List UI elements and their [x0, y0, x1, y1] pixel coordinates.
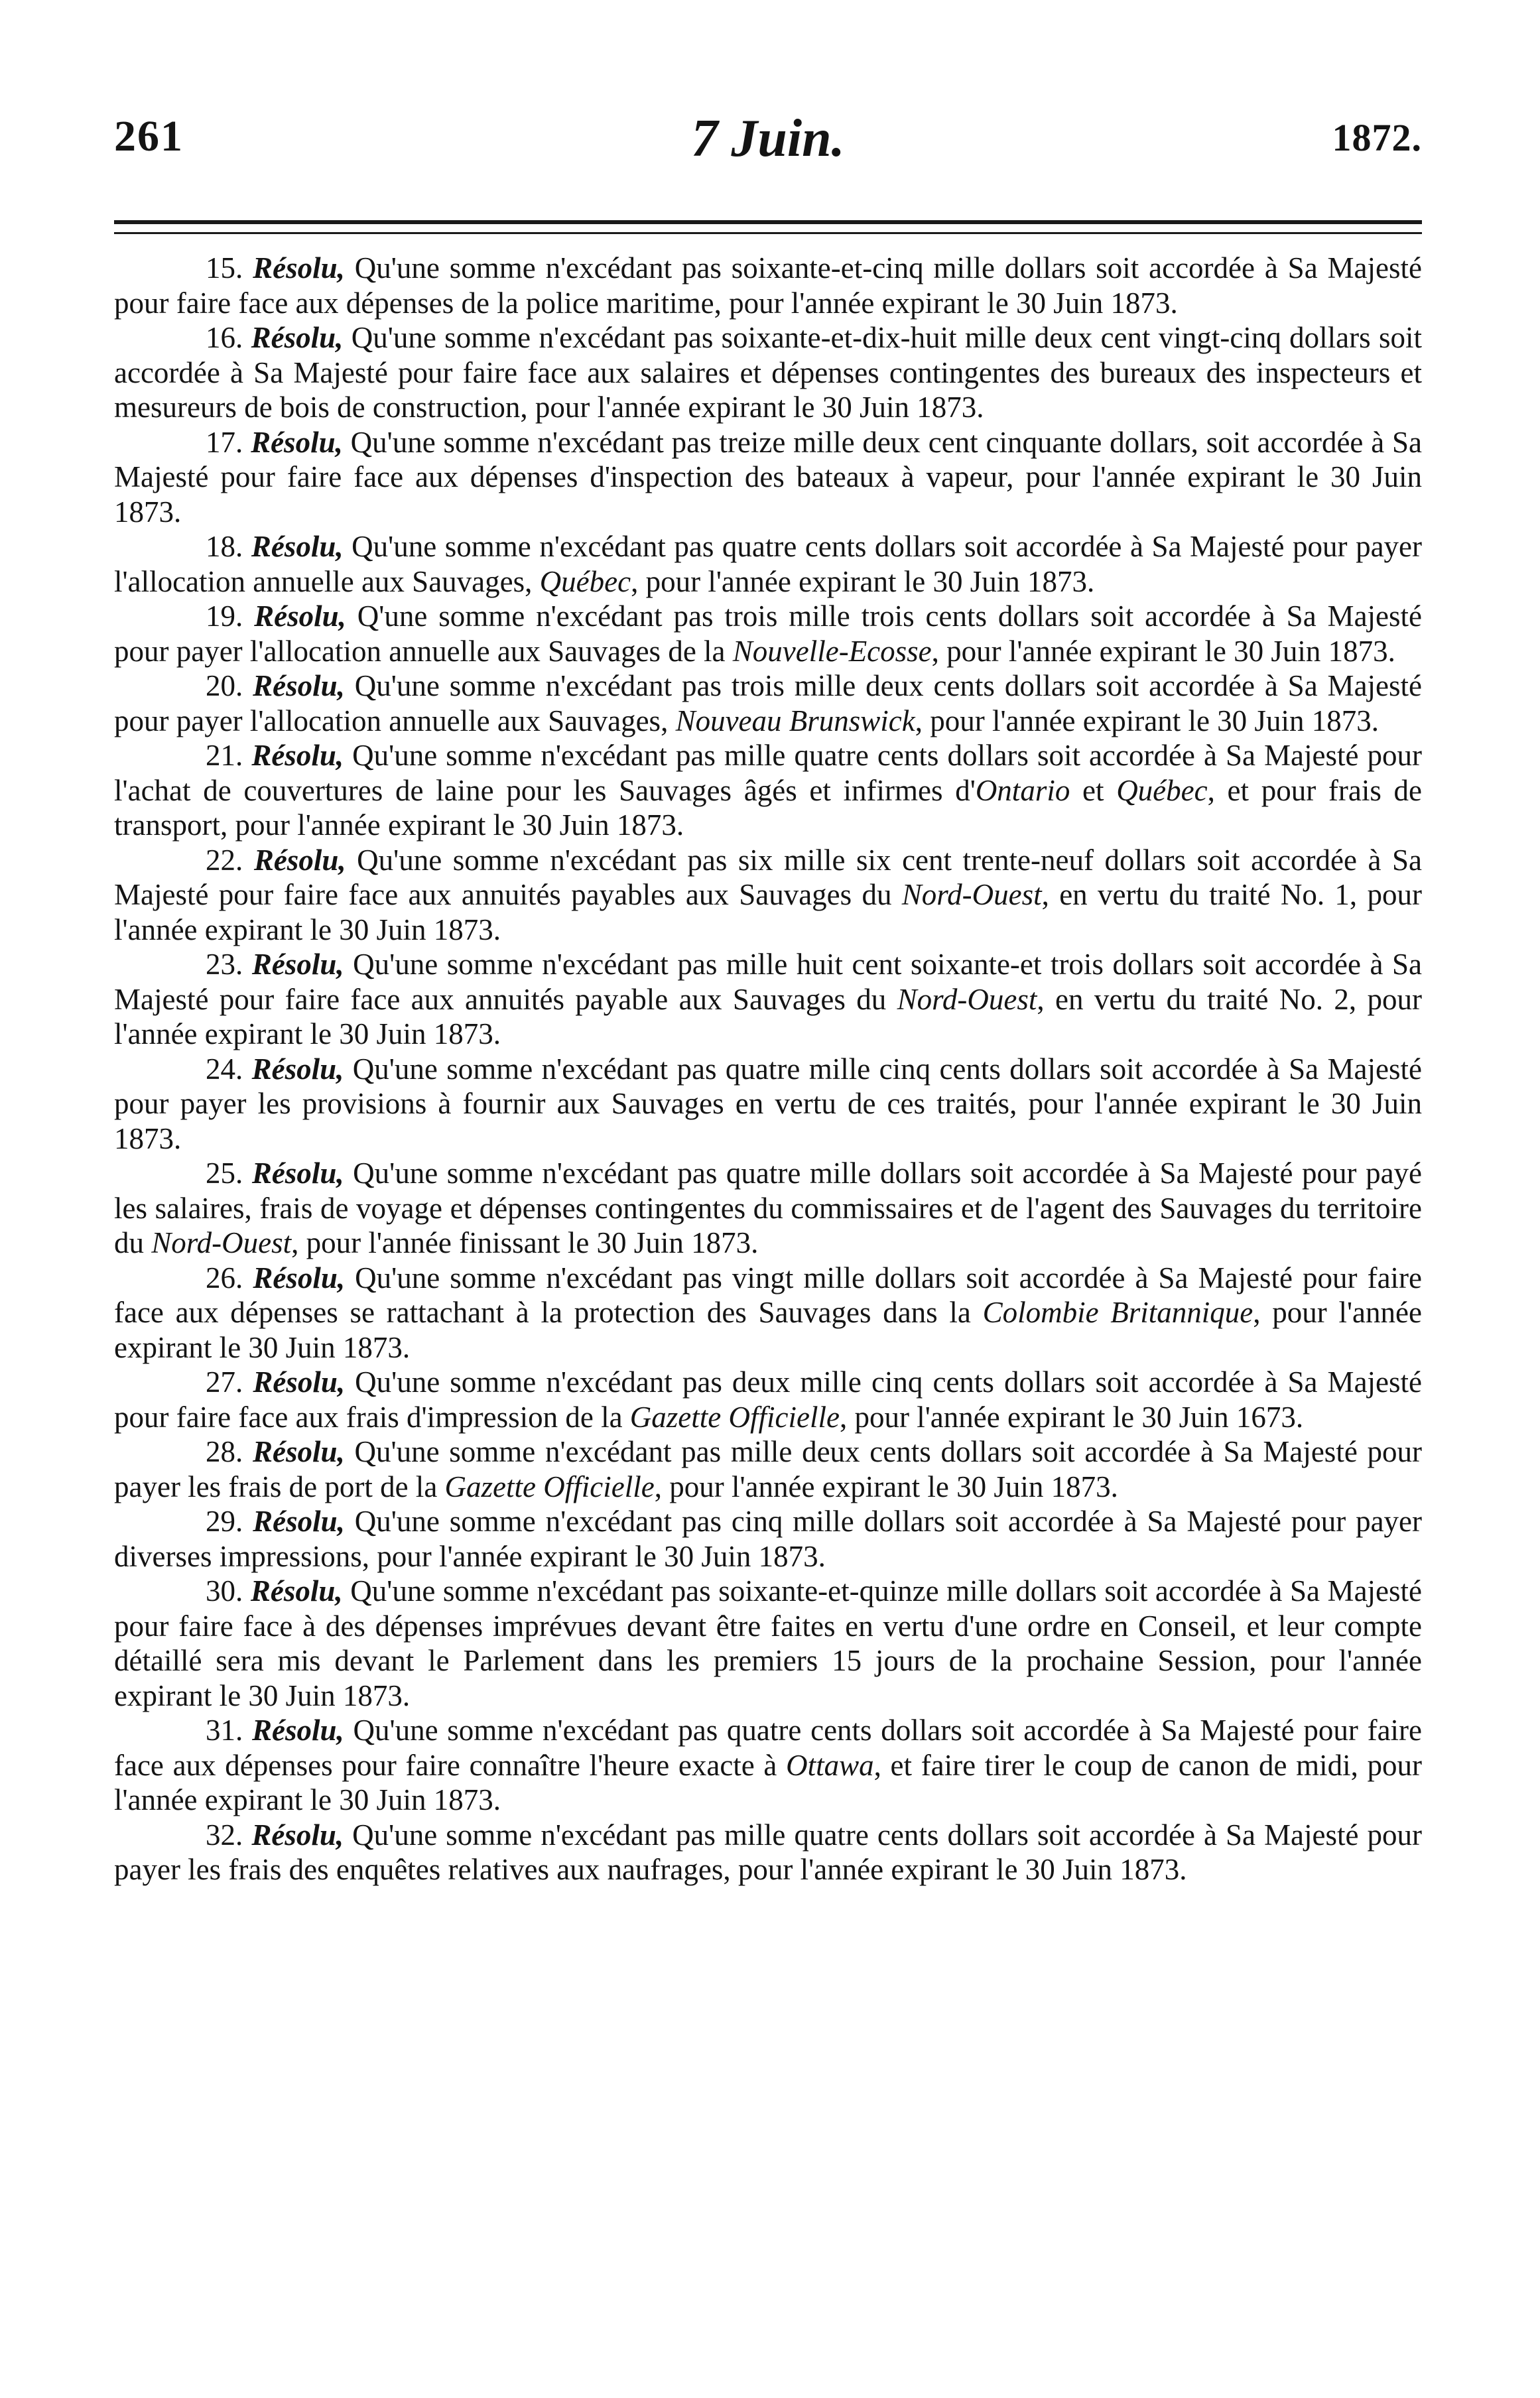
- resolution-text: Qu'une somme n'excédant pas soixante-et-dix-huit mille deux cent vingt-cinq dollars soit accordée à Sa Majesté pour faire face aux salaires et dépenses contingentes des bureaux des inspecteurs et mesureurs de bois de construction, pour l'année expirant le 30 Juin 1873.: [114, 321, 1423, 424]
- resolution-text: , pour l'année expirant le 30 Juin 1873.: [631, 564, 1095, 598]
- resolution-number: 23.: [206, 948, 243, 981]
- resolution-label: Résolu,: [254, 600, 346, 633]
- resolution-label: Résolu,: [253, 251, 345, 284]
- page-header: [114, 99, 1422, 172]
- resolution-number: 26.: [206, 1261, 243, 1294]
- resolution-number: 28.: [206, 1435, 243, 1468]
- resolution-text: Qu'une somme n'excédant pas soixante-et-quinze mille dollars soit accordée à Sa Majesté pour faire face à des dépenses imprévues devant être faites en vertu d'une ordre en Conseil, et leur compte détaillé sera mis devant le Parlement dans les premiers 15 jours de la prochaine Session, pour l'année expirant le 30 Juin 1873.: [114, 1574, 1423, 1712]
- resolution-text: , pour l'année finissant le 30 Juin 1873.: [291, 1226, 759, 1259]
- document-body: [114, 251, 1422, 1887]
- resolution-number: 24.: [206, 1052, 243, 1086]
- resolution-text: , en vertu du traité No. 2, pour l'année expirant le 30 Juin 1873.: [114, 982, 1422, 1050]
- resolution-text: Qu'une somme n'excédant pas deux mille cinq cents dollars soit accordée à Sa Majesté pour faire face aux frais d'impression de la: [114, 1365, 1423, 1434]
- header-rule: [114, 220, 1422, 234]
- resolution-paragraph: [114, 599, 1422, 668]
- resolution-number: 32.: [206, 1818, 243, 1852]
- resolution-paragraph: [114, 947, 1422, 1052]
- header-year: 1872.: [1332, 116, 1422, 159]
- italic-place-name: Nord-Ouest: [897, 982, 1037, 1016]
- italic-place-name: Ontario: [975, 773, 1070, 807]
- resolution-text: Qu'une somme n'excédant pas soixante-et-cinq mille dollars soit accordée à Sa Majesté pour faire face aux dépenses de la police maritime, pour l'année expirant le 30 Juin 1873.: [114, 251, 1422, 320]
- resolution-text: , pour l'année expirant le 30 Juin 1873.: [114, 1296, 1422, 1364]
- resolution-label: Résolu,: [252, 1435, 345, 1468]
- resolution-paragraph: [114, 1504, 1422, 1574]
- resolution-text: , pour l'année expirant le 30 Juin 1873.: [931, 634, 1395, 668]
- resolution-paragraph: [114, 1713, 1422, 1818]
- italic-place-name: Nord-Ouest: [901, 878, 1042, 911]
- resolution-text: Qu'une somme n'excédant pas quatre mille dollars soit accordée à Sa Majesté pour payé les salaires, frais de voyage et dépenses contingentes du commissaires et de l'agent des Sauvages du territoire du: [114, 1157, 1423, 1259]
- resolution-number: 21.: [206, 739, 243, 772]
- resolution-label: Résolu,: [253, 1261, 346, 1294]
- resolution-number: 18.: [206, 530, 243, 563]
- italic-place-name: Nouveau Brunswick: [675, 704, 915, 737]
- resolution-number: 20.: [206, 669, 243, 702]
- resolution-paragraph: [114, 251, 1422, 320]
- resolution-number: 30.: [206, 1574, 243, 1608]
- resolution-paragraph: [114, 1052, 1422, 1157]
- resolution-number: 22.: [206, 843, 243, 877]
- resolution-text: , et faire tirer le coup de canon de midi, pour l'année expirant le 30 Juin 1873.: [114, 1748, 1423, 1816]
- resolution-label: Résolu,: [251, 530, 344, 563]
- resolution-number: 29.: [206, 1505, 243, 1538]
- italic-place-name: Nord-Ouest: [151, 1226, 292, 1259]
- resolution-paragraph: [114, 425, 1422, 530]
- italic-place-name: Québec: [539, 564, 631, 598]
- resolution-number: 25.: [206, 1157, 243, 1190]
- resolution-paragraph: [114, 320, 1422, 425]
- resolution-paragraph: [114, 668, 1422, 738]
- resolution-text: , pour l'année expirant le 30 Juin 1873.: [915, 704, 1379, 737]
- resolution-paragraph: [114, 738, 1422, 843]
- resolution-number: 27.: [206, 1365, 243, 1399]
- resolution-number: 31.: [206, 1714, 243, 1747]
- resolution-text: Qu'une somme n'excédant pas quatre mille cinq cents dollars soit accordée à Sa Majesté pour payer les provisions à fournir aux Sauvages en vertu de ces traités, pour l'année expirant le 30 Juin 1873.: [114, 1052, 1422, 1155]
- resolution-text: Qu'une somme n'excédant pas mille deux cents dollars soit accordée à Sa Majesté pour payer les frais de port de la: [114, 1435, 1422, 1503]
- resolution-text: Qu'une somme n'excédant pas quatre cents dollars soit accordée à Sa Majesté pour faire face aux dépenses pour faire connaître l'heure exacte à: [114, 1714, 1423, 1782]
- page-number: 261: [114, 112, 184, 160]
- resolution-label: Résolu,: [250, 1574, 343, 1608]
- resolution-text: Qu'une somme n'excédant pas six mille six cent trente-neuf dollars soit accordée à Sa Majesté pour faire face aux annuités payables aux Sauvages du: [114, 843, 1423, 911]
- resolution-text: Qu'une somme n'excédant pas mille quatre cents dollars soit accordée à Sa Majesté pour payer les frais des enquêtes relatives aux naufrages, pour l'année expirant le 30 Juin 1873.: [114, 1818, 1423, 1886]
- resolution-number: 17.: [206, 425, 243, 459]
- resolution-label: Résolu,: [251, 425, 343, 459]
- resolution-paragraph: [114, 1261, 1422, 1365]
- resolution-number: 19.: [206, 600, 243, 633]
- resolution-text: Q'une somme n'excédant pas trois mille trois cents dollars soit accordée à Sa Majesté pour payer l'allocation annuelle aux Sauvages de la: [114, 600, 1423, 668]
- resolution-number: 16.: [206, 321, 243, 354]
- resolution-text: Qu'une somme n'excédant pas mille huit cent soixante-et trois dollars soit accordée à Sa Majesté pour faire face aux annuités payable aux Sauvages du: [114, 948, 1423, 1016]
- italic-place-name: Gazette Officielle: [629, 1400, 840, 1434]
- resolution-label: Résolu,: [253, 843, 346, 877]
- resolution-label: Résolu,: [251, 1818, 344, 1852]
- resolution-label: Résolu,: [251, 1157, 344, 1190]
- resolution-paragraph: [114, 1818, 1422, 1887]
- resolution-text: , pour l'année expirant le 30 Juin 1673.: [839, 1400, 1304, 1434]
- italic-place-name: Québec: [1116, 773, 1208, 807]
- resolution-paragraph: [114, 1365, 1422, 1434]
- italic-place-name: Colombie Britannique: [982, 1296, 1253, 1329]
- resolution-label: Résolu,: [251, 948, 344, 981]
- resolution-text: Qu'une somme n'excédant pas cinq mille dollars soit accordée à Sa Majesté pour payer diverses impressions, pour l'année expirant le 30 Juin 1873.: [114, 1505, 1423, 1573]
- resolution-text: , pour l'année expirant le 30 Juin 1873.: [654, 1470, 1118, 1503]
- running-title: 7 Juin.: [691, 109, 845, 168]
- resolution-paragraph: [114, 1434, 1422, 1504]
- resolution-text: Qu'une somme n'excédant pas mille quatre cents dollars soit accordée à Sa Majesté pour l'achat de couvertures de laine pour les Sauvages âgés et infirmes d': [114, 739, 1423, 807]
- resolution-text: Qu'une somme n'excédant pas treize mille deux cent cinquante dollars, soit accordée à Sa Majesté pour faire face aux dépenses d'inspection des bateaux à vapeur, pour l'année expirant le 30 Juin 1873.: [114, 425, 1422, 529]
- resolution-paragraph: [114, 529, 1422, 599]
- resolution-paragraph: [114, 1156, 1422, 1261]
- resolution-text: , en vertu du traité No. 1, pour l'année expirant le 30 Juin 1873.: [114, 878, 1422, 946]
- resolution-label: Résolu,: [251, 1052, 344, 1086]
- italic-place-name: Ottawa: [786, 1748, 874, 1782]
- resolution-text: , et pour frais de transport, pour l'année expirant le 30 Juin 1873.: [114, 773, 1422, 842]
- resolution-text: Qu'une somme n'excédant pas vingt mille dollars soit accordée à Sa Majesté pour faire face aux dépenses se rattachant à la protection des Sauvages dans la: [114, 1261, 1423, 1329]
- resolution-paragraph: [114, 1574, 1422, 1713]
- resolution-label: Résolu,: [253, 1365, 346, 1399]
- resolution-label: Résolu,: [253, 669, 345, 702]
- resolution-paragraph: [114, 843, 1422, 948]
- resolution-text: Qu'une somme n'excédant pas quatre cents dollars soit accordée à Sa Majesté pour payer l'allocation annuelle aux Sauvages,: [114, 530, 1423, 598]
- italic-place-name: Nouvelle-Ecosse: [732, 634, 932, 668]
- resolution-label: Résolu,: [253, 1505, 345, 1538]
- resolution-text: Qu'une somme n'excédant pas trois mille deux cents dollars soit accordée à Sa Majesté pour payer l'allocation annuelle aux Sauvages,: [114, 669, 1423, 737]
- resolution-label: Résolu,: [251, 1714, 344, 1747]
- italic-place-name: Gazette Officielle: [444, 1470, 655, 1503]
- resolution-number: 15.: [206, 251, 243, 284]
- resolution-label: Résolu,: [251, 321, 344, 354]
- resolution-text: et: [1070, 773, 1117, 807]
- resolution-label: Résolu,: [251, 739, 344, 772]
